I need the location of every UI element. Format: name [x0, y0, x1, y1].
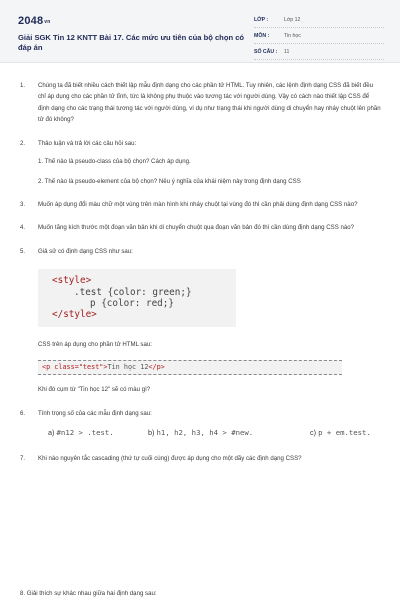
- meta-row-count: [254, 46, 384, 60]
- question-4: [0, 222, 400, 233]
- question-text: Tính trọng số của các mẫu định dạng sau:: [38, 409, 152, 417]
- meta-row-class: [254, 14, 384, 28]
- css-code-block: [38, 269, 236, 327]
- page-header: [0, 0, 400, 63]
- meta-panel: [254, 14, 384, 62]
- html-code-line: <p class="test">Tin học 12</p>: [38, 360, 342, 375]
- option-b: b) h1, h2, h3, h4 > #new.: [148, 428, 254, 438]
- question-1: [0, 80, 400, 126]
- code-line: .test {color: green;}: [74, 286, 192, 298]
- page-title: Giải SGK Tin 12 KNTT Bài 17. Các mức ưu tiên của bộ chọn có đáp án: [18, 33, 245, 52]
- question-text: CSS trên áp dụng cho phần tử HTML sau:: [38, 340, 152, 348]
- site-logo[interactable]: 2048vn: [18, 15, 51, 27]
- question-2: [0, 138, 400, 187]
- question-text: Muốn tăng kích thước một đoạn văn bản khi di chuyển chuột qua đoạn văn bản đó thì cần dùng định dạng CSS nào?: [38, 224, 355, 232]
- sub-question: 1. Thế nào là pseudo-class của bộ chọn? Cách áp dụng.: [38, 158, 191, 166]
- meta-value: Tin học: [284, 33, 301, 39]
- meta-row-subject: [254, 30, 384, 44]
- question-number: 2.: [20, 139, 26, 147]
- question-number: 5.: [20, 247, 26, 255]
- meta-value: Lớp 12: [284, 17, 301, 23]
- question-text: Khi đó cụm từ "Tin học 12" sẽ có màu gì?: [38, 386, 151, 394]
- code-line: <style>: [52, 275, 92, 287]
- question-text: Giả sử có định dạng CSS như sau:: [38, 247, 133, 255]
- question-6: [0, 408, 400, 441]
- code-line: </style>: [52, 309, 97, 321]
- option-a: a) #n12 > .test.: [48, 428, 114, 438]
- question-text: Thảo luận và trả lời các câu hỏi sau:: [38, 139, 137, 147]
- question-number: 6.: [20, 409, 26, 417]
- meta-label: LỚP :: [254, 17, 269, 23]
- option-c: c) p + em.test.: [310, 428, 371, 438]
- question-number: 1.: [20, 82, 26, 89]
- question-8-cut-off: 8. Giải thích sự khác nhau giữa hai định dạng sau:: [20, 590, 157, 597]
- question-text: Muốn áp dụng đổi màu chữ một vùng trên màn hình khi nháy chuột tại vùng đó thì cần phải dùng định dạng CSS nào?: [38, 201, 358, 209]
- meta-label: SỐ CÂU :: [254, 49, 278, 55]
- question-list: [0, 80, 400, 477]
- question-7: [0, 453, 400, 464]
- meta-value: 11: [284, 49, 290, 55]
- meta-label: MÔN :: [254, 33, 270, 39]
- question-5: [0, 246, 400, 396]
- code-line: p {color: red;}: [90, 298, 174, 310]
- question-3: [0, 199, 400, 210]
- question-text: Khi nào nguyên tắc cascading (thứ tự cuối cùng) được áp dụng cho một dãy các định dạng CSS?: [38, 455, 302, 463]
- question-number: 7.: [20, 455, 26, 463]
- question-number: 4.: [20, 224, 26, 232]
- answer-options: [38, 427, 382, 441]
- question-number: 3.: [20, 201, 26, 209]
- sub-question: 2. Thế nào là pseudo-element của bộ chọn? Nêu ý nghĩa của khái niệm này trong định dạng CSS: [38, 178, 301, 186]
- question-text: Chúng ta đã biết nhiều cách thiết lập mẫu định dạng cho các phần tử HTML. Tuy nhiên, các lệnh định dạng CSS đã biết đều chỉ áp dụng cho các phần tử tĩnh, tức là không phụ thuộc vào tương tác với người dùng. Vậy có cách nào thiết lập CSS để định dạng cho các trạng thái tương tác với người dùng, ví dụ như trạng thái khi người dùng di chuyển hay nháy chuột lên phần tử đó không?: [38, 82, 381, 124]
